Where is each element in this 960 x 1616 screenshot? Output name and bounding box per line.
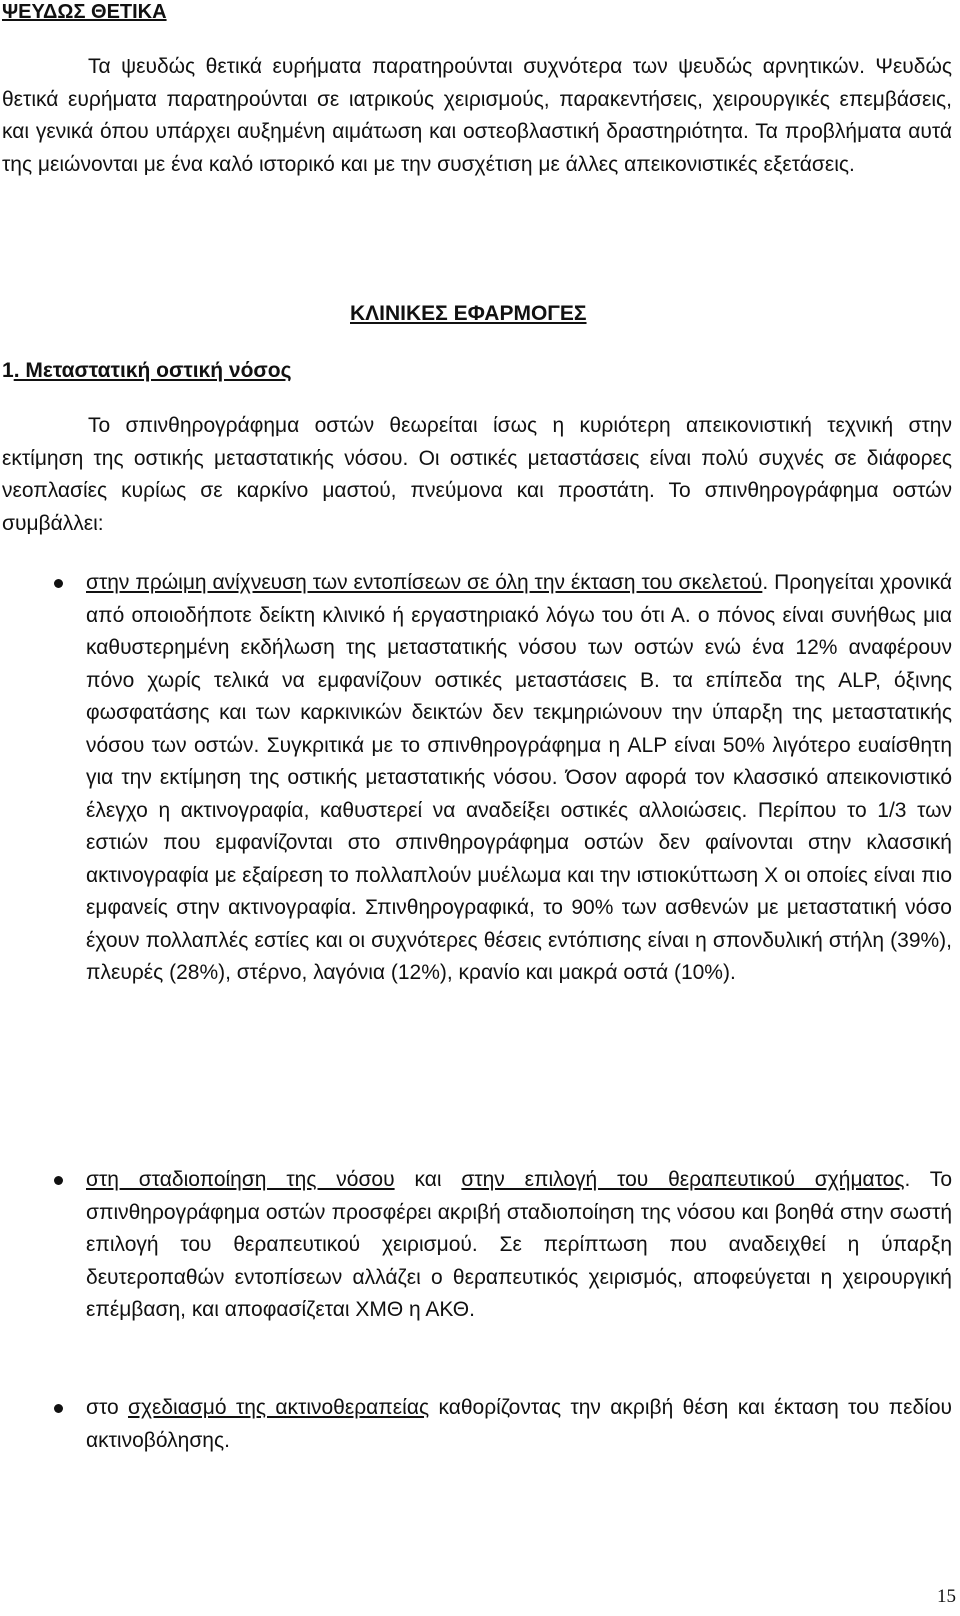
bullet-underlined: στη σταδιοποίηση της νόσου bbox=[86, 1168, 395, 1191]
bullet-underlined: σχεδιασμό της ακτινοθεραπείας bbox=[128, 1396, 430, 1419]
section-title: ΨΕΥΔΩΣ ΘΕΤΙΚΑ bbox=[2, 1, 167, 23]
bullet-icon bbox=[54, 579, 63, 588]
intro-paragraph: Τα ψευδώς θετικά ευρήματα παρατηρούνται συχνότερα των ψευδώς αρνητικών. Ψευδώς θετικά ευρήματα παρατηρούνται σε ιατρικούς χειρισμούς, παρακεντήσεις, χειρουργικές επεμβάσεις, και γενικά όπου υπάρχει αυξημένη αιμάτωση και οστεοβλαστική δραστηριότητα. Τα προβλήματα αυτά της μειώνονται με ένα καλό ιστορικό και με την συσχέτιση με άλλες απεικονιστικές εξετάσεις. bbox=[2, 55, 952, 176]
bullet-icon bbox=[54, 1404, 63, 1413]
metastatic-paragraph: Το σπινθηρογράφημα οστών θεωρείται ίσως η κυριότερη απεικονιστική τεχνική στην εκτίμηση της οστικής μεταστατικής νόσου. Οι οστικές μεταστάσεις είναι πολύ συχνές σε διάφορες νεοπλασίες κυρίως σε καρκίνο μαστού, πνεύμονα και προστάτη. Το σπινθηρογράφημα οστών συμβάλλει: bbox=[2, 414, 952, 535]
subsection-number: 1 bbox=[2, 359, 14, 382]
bullet-underlined: στην πρώιμη ανίχνευση των εντοπίσεων σε όλη την έκταση του σκελετού bbox=[86, 571, 763, 594]
list-item bbox=[86, 1392, 952, 1457]
list-item bbox=[86, 567, 952, 990]
bullet-text: καθορίζοντας την ακριβή θέση και έκταση του πεδίου ακτινοβόλησης. bbox=[86, 1396, 952, 1452]
bullet-underlined-2: στην επιλογή του θεραπευτικού σχήματος bbox=[461, 1168, 905, 1191]
list-item bbox=[86, 1164, 952, 1327]
page-number: 15 bbox=[937, 1586, 956, 1607]
bullet-pre: στο bbox=[86, 1396, 128, 1419]
bullet-text: . Προηγείται χρονικά από οποιοδήποτε δείκτη κλινικό ή εργαστηριακό λόγω του ότι Α. ο πόνος είναι συνήθως μια καθυστερημένη εκδήλωση της μεταστατικής νόσου των οστών ενώ ένα 12% αναφέρουν πόνο χωρίς τελικά να εμφανίζουν οστικές μεταστάσεις Β. τα επίπεδα της ALP, όξινης φωσφατάσης και των καρκινικών δεικτών δεν τεκμηριώνουν την ύπαρξη της μεταστατικής νόσου των οστών. Συγκριτικά με το σπινθηρογράφημα η ALP είναι 50% λιγότερο ευαίσθητη για την εκτίμηση της οστικής μεταστατικής νόσου. Όσον αφορά τον κλασσικό απεικονιστικό έλεγχο η ακτινογραφία, καθυστερεί να αναδείξει οστικές αλλοιώσεις. Περίπου το 1/3 των εστιών που εμφανίζονται στο σπινθηρογράφημα οστών δεν φαίνονται στην κλασσική ακτινογραφία με εξαίρεση το πολλαπλούν μυέλωμα και την ιστιοκύττωση Χ οι οποίες είναι πιο εμφανείς στην ακτινογραφία. Σπινθηρογραφικά, το 90% των ασθενών με μεταστατική νόσο έχουν πολλαπλές εστίες και οι συχνότερες θέσεις εντόπισης είναι η σπονδυλική στήλη (39%), πλευρές (28%), στέρνο, λαγόνια (12%), κρανίο και μακρά οστά (10%). bbox=[86, 571, 952, 984]
clinical-applications-title: ΚΛΙΝΙΚΕΣ ΕΦΑΡΜΟΓΕΣ bbox=[350, 302, 587, 325]
bullet-icon bbox=[54, 1176, 63, 1185]
bullet-text: . Το σπινθηρογράφημα οστών προσφέρει ακριβή σταδιοποίηση της νόσου και βοηθά στην σωστή επιλογή του θεραπευτικού χειρισμού. Σε περίπτωση που αναδειχθεί η ύπαρξη δευτεροπαθών εντοπίσεων αλλάζει ο θεραπευτικός χειρισμός, αποφεύγεται η χειρουργική επέμβαση, και αποφασίζεται ΧΜΘ η ΑΚΘ. bbox=[86, 1168, 953, 1321]
bullet-mid: και bbox=[394, 1168, 462, 1191]
subsection-title bbox=[2, 357, 292, 385]
subsection-title-text: . Μεταστατική οστική νόσος bbox=[13, 359, 292, 382]
